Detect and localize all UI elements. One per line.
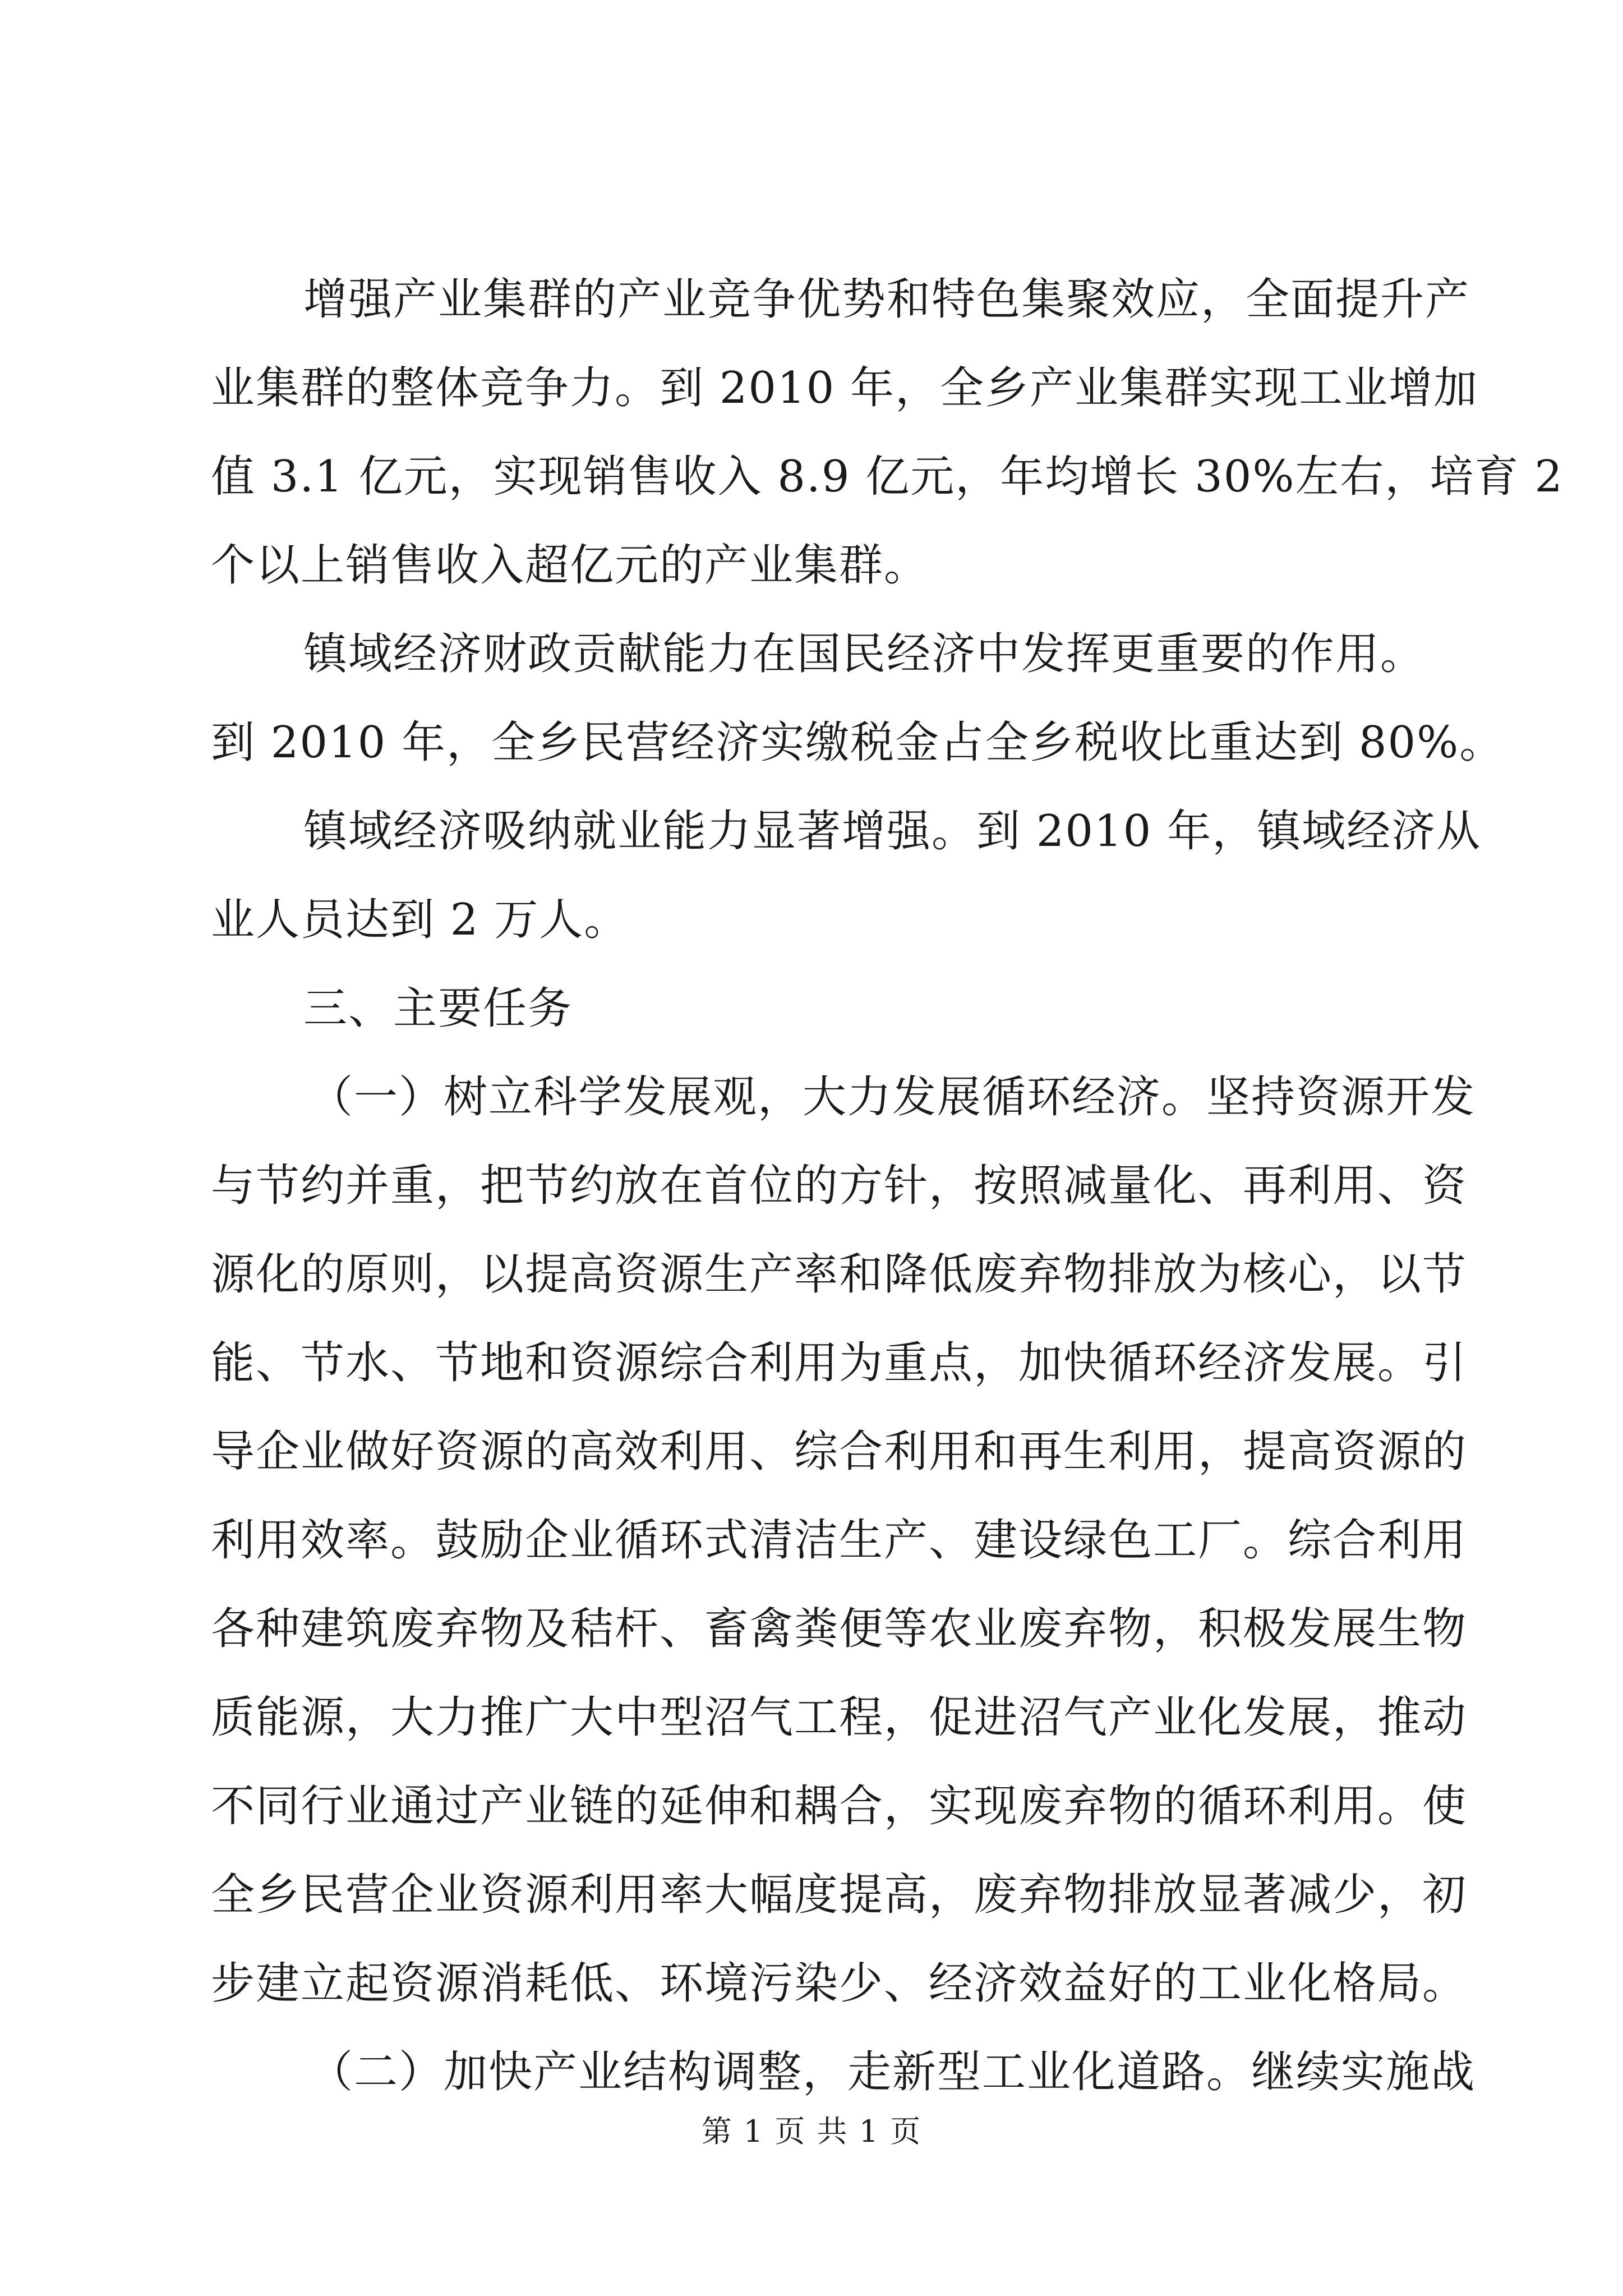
paragraph-line: 镇域经济财政贡献能力在国民经济中发挥更重要的作用。: [303, 629, 1426, 679]
paragraph-line: 业集群的整体竞争力。到 2010 年，全乡产业集群实现工业增加: [211, 363, 1479, 413]
paragraph-line: 全乡民营企业资源利用率大幅度提高，废弃物排放显著减少，初: [211, 1870, 1468, 1920]
section-heading: 三、主要任务: [303, 983, 573, 1034]
paragraph-line: 质能源，大力推广大中型沼气工程，促进沼气产业化发展，推动: [211, 1692, 1468, 1743]
paragraph-line: 能、节水、节地和资源综合利用为重点，加快循环经济发展。引: [211, 1338, 1468, 1388]
paragraph-line: 个以上销售收入超亿元的产业集群。: [211, 540, 929, 591]
subsection-heading-line: （一）树立科学发展观，大力发展循环经济。坚持资源开发: [309, 1072, 1476, 1122]
paragraph-line: 业人员达到 2 万人。: [211, 895, 629, 945]
paragraph-line: 源化的原则，以提高资源生产率和降低废弃物排放为核心，以节: [211, 1249, 1468, 1300]
paragraph-line: 到 2010 年，全乡民营经济实缴税金占全乡税收比重达到 80%。: [211, 717, 1505, 768]
page-footer: 第 1 页 共 1 页: [701, 2114, 922, 2149]
paragraph-line: 各种建筑废弃物及秸杆、畜禽粪便等农业废弃物，积极发展生物: [211, 1604, 1468, 1654]
paragraph-line: 值 3.1 亿元，实现销售收入 8.9 亿元，年均增长 30%左右，培育 2: [211, 452, 1564, 502]
paragraph-line: 利用效率。鼓励企业循环式清洁生产、建设绿色工厂。综合利用: [211, 1515, 1468, 1566]
document-body: [211, 255, 1564, 2116]
paragraph-line: 步建立起资源消耗低、环境污染少、经济效益好的工业化格局。: [211, 1958, 1468, 2009]
subsection-heading-line: （二）加快产业结构调整，走新型工业化道路。继续实施战: [309, 2047, 1476, 2097]
paragraph-line: 与节约并重，把节约放在首位的方针，按照减量化、再利用、资: [211, 1161, 1468, 1211]
paragraph-line: 不同行业通过产业链的延伸和耦合，实现废弃物的循环利用。使: [211, 1781, 1468, 1832]
paragraph-line: 镇域经济吸纳就业能力显著增强。到 2010 年，镇域经济从: [303, 806, 1482, 857]
paragraph-line: 增强产业集群的产业竞争优势和特色集聚效应，全面提升产: [303, 274, 1470, 325]
paragraph-line: 导企业做好资源的高效利用、综合利用和再生利用，提高资源的: [211, 1427, 1468, 1477]
